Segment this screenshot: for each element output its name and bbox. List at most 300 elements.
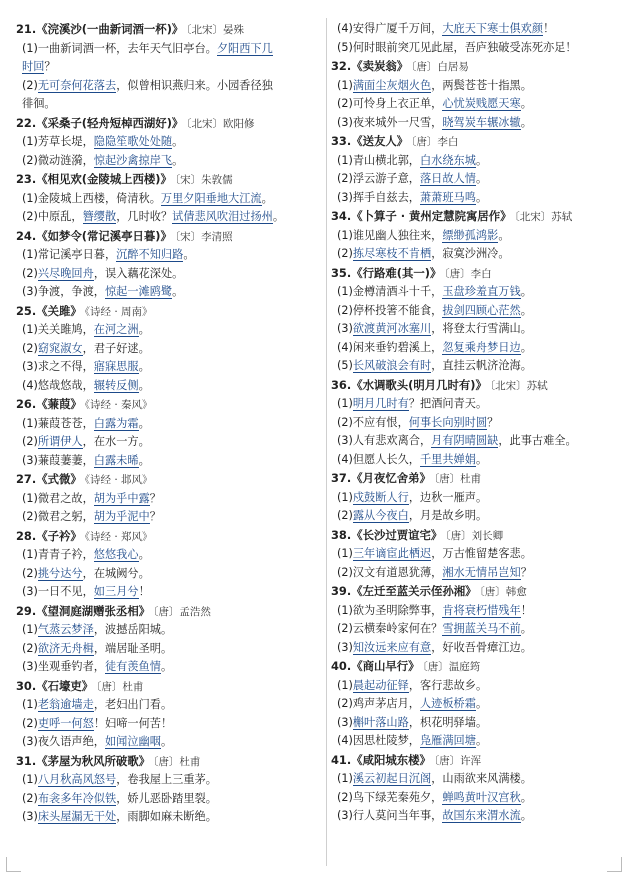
answer-text: 何事长向别时圆 — [408, 415, 488, 429]
poem-entry — [16, 227, 324, 302]
poem-number: 39. — [331, 584, 352, 598]
verse-text: ！ — [138, 585, 150, 598]
poem-author: 〔北宋〕欧阳修 — [186, 117, 255, 130]
verse-line — [331, 677, 615, 696]
poem-author: 〔唐〕温庭筠 — [422, 661, 481, 673]
answer-text: 戍鼓断人行 — [352, 490, 409, 504]
verse-line — [16, 733, 324, 752]
verse-text: 。 — [138, 323, 150, 336]
answer-text: 布衾多年冷似铁 — [37, 791, 117, 805]
answer-text: 萧萧班马鸣 — [419, 190, 476, 204]
poem-title: 《水调歌头(明月几时有)》 — [351, 377, 487, 392]
verse-text: 。 — [172, 153, 184, 167]
answer-text: 槲叶落山路 — [352, 715, 409, 729]
verse-text: (2) — [22, 266, 38, 280]
verse-text: ，好收吾骨瘴江边。 — [431, 640, 532, 654]
verse-text: (1) — [337, 490, 353, 504]
poem-heading — [16, 470, 324, 490]
poem-number: 37. — [331, 471, 352, 485]
verse-line — [331, 564, 615, 583]
answer-text: 气蒸云梦泽 — [37, 623, 94, 636]
verse-text: 。 — [475, 734, 488, 747]
verse-text: ，将登太行雪满山。 — [431, 322, 532, 335]
verse-text: (3) — [337, 640, 353, 654]
answer-text: 长风破浪会有时 — [352, 359, 432, 372]
answer-text: 夕阳西下几 — [216, 41, 273, 55]
verse-text: 。 — [172, 135, 184, 148]
poem-entry — [16, 302, 324, 396]
answer-text: 试倩悲风吹泪过扬州 — [172, 210, 273, 223]
verse-text: 。 — [138, 548, 150, 561]
poem-entry — [331, 526, 615, 583]
poem-entry — [331, 207, 615, 264]
answer-text: 拔剑四顾心茫然 — [442, 303, 521, 317]
verse-line — [331, 114, 615, 133]
verse-text: (2)鸟下绿芜秦苑夕， — [337, 790, 443, 804]
verse-line — [16, 321, 324, 340]
verse-text: ，枳花明驿墙。 — [408, 715, 488, 729]
poem-number: 34. — [331, 209, 352, 223]
verse-line — [331, 283, 615, 302]
verse-text: (1) — [337, 678, 353, 692]
verse-text: (1) — [22, 698, 38, 711]
verse-line — [331, 320, 615, 339]
verse-text: (3)求之不得， — [22, 360, 94, 373]
verse-line — [16, 808, 324, 827]
answer-text: 忽复乘舟梦日边 — [442, 340, 521, 354]
corner-mark-right — [607, 857, 622, 872]
answer-text: 悠悠我心 — [93, 548, 139, 561]
verse-line — [331, 189, 615, 208]
verse-line — [331, 77, 615, 96]
answer-text: 徒有羡鱼情 — [104, 660, 161, 673]
verse-text: 徘徊。 — [22, 97, 56, 110]
verse-text: 。 — [520, 622, 532, 635]
verse-line — [16, 565, 324, 584]
verse-text: (2) — [22, 341, 38, 355]
verse-text: ？ — [520, 565, 532, 579]
verse-line — [331, 714, 615, 733]
poem-author: 《诗经 · 周南》 — [84, 305, 153, 318]
verse-text: (1)芳草长堤， — [22, 135, 94, 148]
poem-entry — [16, 602, 324, 677]
answer-text: 白露为霜 — [93, 416, 139, 430]
verse-text: (2) — [22, 78, 38, 92]
verse-line — [16, 283, 324, 302]
verse-text: ？ — [149, 491, 161, 505]
verse-text: ？ — [149, 510, 161, 523]
poem-heading — [16, 227, 324, 247]
answer-text: 湘水无情吊岂知 — [442, 565, 521, 579]
verse-text: (1) — [22, 623, 38, 636]
verse-line — [331, 39, 615, 58]
verse-line — [331, 152, 615, 171]
verse-line — [16, 246, 324, 265]
verse-text: 。 — [183, 248, 195, 261]
poem-number: 38. — [331, 527, 352, 542]
poem-author: 〔唐〕许浑 — [433, 754, 482, 767]
verse-text: 。 — [520, 115, 532, 129]
verse-line — [331, 357, 615, 376]
verse-text: (2)中原乱， — [22, 210, 83, 223]
verse-text: ，两鬓苍苍十指黑。 — [431, 78, 532, 92]
verse-text: (3)争渡，争渡， — [22, 285, 105, 298]
verse-line — [331, 414, 615, 433]
poem-title: 《卜算子 · 黄州定慧院寓居作》 — [351, 209, 512, 223]
verse-line — [16, 715, 324, 734]
verse-text: (2) — [22, 641, 38, 655]
poem-number: 30. — [16, 678, 37, 693]
verse-text: ！ — [543, 22, 555, 35]
poem-number: 31. — [16, 753, 37, 768]
verse-text: ，万古惟留楚客悲。 — [431, 547, 532, 560]
poem-author: 〔北宋〕苏轼 — [489, 379, 548, 392]
verse-text: ，似曾相识燕归来。小园香径独 — [116, 78, 273, 92]
verse-text: (3) — [337, 322, 353, 335]
poem-title: 《长沙过贾谊宅》 — [351, 527, 443, 542]
poem-entry — [16, 395, 324, 470]
verse-text: ！ — [520, 603, 532, 617]
verse-text: 。 — [272, 210, 285, 223]
verse-text: (3)蒹葭萋萋， — [22, 453, 94, 467]
answer-text: 晓驾炭车辗冰辙 — [442, 115, 521, 129]
poem-heading — [16, 302, 324, 322]
answer-text: 知汝远来应有意 — [352, 640, 432, 654]
answer-text: 时回 — [22, 60, 45, 73]
verse-text: (3)夜来城外一尺雪， — [337, 115, 443, 129]
poem-entry — [331, 57, 615, 132]
poem-author: 〔北宋〕苏轼 — [514, 211, 573, 223]
verse-text: (3)挥手自兹去， — [337, 190, 420, 204]
poem-number: 21. — [16, 22, 37, 36]
verse-text: (1)青青子衿， — [22, 548, 94, 561]
poem-heading — [331, 751, 615, 771]
answer-text: 凫雁满回塘 — [419, 734, 476, 747]
verse-text: 。 — [520, 303, 532, 317]
poem-author: 《诗经 · 郑风》 — [84, 530, 153, 543]
verse-line — [331, 339, 615, 358]
column-divider — [326, 18, 327, 866]
answer-text: 满面尘灰烟火色 — [352, 78, 432, 92]
verse-text: 。 — [498, 228, 510, 242]
verse-text: (2)汉文有道恩犹薄， — [337, 565, 443, 579]
poem-number: 27. — [16, 472, 37, 486]
poem-title: 《蒹葭》 — [36, 397, 82, 411]
verse-text: (1) — [337, 78, 353, 92]
verse-text: (5)何时眼前突兀见此屋，吾庐独破受冻死亦足！ — [337, 40, 577, 54]
verse-text: (4)闲来垂钓碧溪上， — [337, 340, 443, 354]
poem-entry — [331, 132, 615, 207]
poem-heading — [331, 264, 615, 284]
verse-line — [16, 658, 324, 677]
verse-text: ，月是故乡明。 — [408, 509, 488, 522]
answer-text: 落日故人情 — [419, 172, 476, 185]
right-column — [331, 20, 615, 826]
answer-text: 露从今夜白 — [352, 509, 409, 522]
answer-text: 沉醉不知归路 — [116, 248, 184, 261]
verse-line — [16, 133, 324, 152]
verse-text: (3) — [337, 715, 353, 729]
poem-entry — [16, 114, 324, 171]
verse-line — [16, 696, 324, 715]
verse-text: ，直挂云帆济沧海。 — [431, 359, 532, 372]
corner-mark-left — [6, 857, 21, 872]
answer-text: 肯将衰朽惜残年 — [442, 603, 521, 617]
poem-number: 40. — [331, 659, 352, 673]
verse-line — [16, 358, 324, 377]
verse-text: ？把酒问青天。 — [408, 397, 488, 410]
poem-title: 《卖炭翁》 — [351, 59, 409, 73]
poem-title: 《商山早行》 — [351, 659, 420, 673]
poem-number: 35. — [331, 265, 352, 280]
verse-line — [16, 377, 324, 396]
verse-line — [331, 395, 615, 414]
verse-text: (1)关关雎鸠， — [22, 323, 94, 336]
verse-text: ，端居耻圣明。 — [93, 641, 173, 655]
verse-text: 。 — [138, 453, 150, 467]
verse-line — [331, 227, 615, 246]
verse-text: (2)云横秦岭家何在？ — [337, 622, 443, 635]
poem-title: 《如梦令(常记溪亭日暮)》 — [36, 228, 172, 243]
verse-text: (2) — [22, 435, 38, 448]
answer-text: 三年谪宦此栖迟 — [352, 547, 432, 560]
poem-author: 〔宋〕李清照 — [174, 230, 233, 243]
poem-number: 26. — [16, 397, 37, 411]
poem-title: 《浣溪沙(一曲新词酒一杯)》 — [36, 22, 184, 36]
verse-text: 。 — [520, 790, 532, 804]
poem-number: 23. — [16, 172, 37, 186]
verse-text: (4)悠哉悠哉， — [22, 378, 94, 392]
poem-entry — [331, 264, 615, 376]
verse-line — [16, 790, 324, 809]
poem-title: 《望洞庭湖赠张丞相》 — [36, 603, 151, 618]
answer-text: 老翁逾墙走 — [37, 698, 94, 711]
verse-text: 。 — [160, 735, 173, 748]
poem-heading — [331, 657, 615, 677]
verse-text: ，几时收？ — [116, 210, 173, 223]
verse-text: (2)鸡声茅店月， — [337, 697, 420, 710]
poem-number: 25. — [16, 303, 37, 318]
verse-text: ，山雨欲来风满楼。 — [431, 772, 532, 785]
answer-text: 白露未晞 — [93, 453, 139, 467]
verse-line — [16, 415, 324, 434]
poem-title: 《采桑子(轻舟短棹西湖好)》 — [36, 115, 184, 130]
poem-number: 22. — [16, 115, 37, 130]
poem-author: 〔唐〕孟浩然 — [153, 605, 211, 618]
verse-text: (2)微动涟漪， — [22, 153, 94, 167]
verse-text: (1) — [22, 773, 38, 786]
poem-author: 〔唐〕李白 — [444, 267, 492, 280]
verse-line — [331, 245, 615, 264]
verse-text: (3)人有悲欢离合， — [337, 434, 432, 447]
verse-text: (3) — [22, 810, 38, 823]
verse-text: ，客行悲故乡。 — [408, 678, 488, 692]
poem-author: 〔北宋〕晏殊 — [186, 24, 245, 36]
verse-text: 。 — [475, 153, 488, 167]
verse-text: (3)坐观垂钓者， — [22, 660, 105, 673]
verse-line — [16, 490, 324, 509]
answer-text: 辗转反侧 — [93, 378, 139, 392]
poem-title: 《石壕吏》 — [36, 678, 94, 693]
verse-text: ，在城阙兮。 — [82, 566, 150, 580]
answer-text: 床头屋漏无干处 — [37, 810, 117, 823]
verse-line — [331, 432, 615, 451]
poem-entry — [16, 20, 324, 114]
poem-author: 〔唐〕韩愈 — [479, 586, 527, 598]
verse-text: (1)欲为圣明除弊事， — [337, 603, 443, 617]
verse-text: (2)停杯投箸不能食， — [337, 303, 443, 317]
answer-text: 寤寐思服 — [93, 360, 139, 373]
poem-entry — [16, 527, 324, 602]
poem-title: 《月夜忆舍弟》 — [351, 471, 431, 485]
answer-text: 故国东来渭水流 — [442, 809, 521, 822]
verse-text: 。 — [475, 452, 488, 466]
verse-line — [16, 452, 324, 471]
verse-text: (1) — [337, 772, 353, 785]
answer-text: 隐隐笙歌处处随 — [93, 135, 173, 148]
poem-number: 33. — [331, 134, 352, 148]
verse-text: 。 — [261, 191, 273, 205]
verse-text: (3)一日不见， — [22, 585, 94, 598]
verse-text: 。 — [138, 416, 150, 430]
verse-line — [331, 770, 615, 789]
verse-line — [331, 451, 615, 470]
answer-text: 白水绕东城 — [419, 153, 476, 167]
verse-line — [16, 152, 324, 171]
verse-text: 。 — [172, 285, 184, 298]
poem-heading — [16, 114, 324, 134]
answer-text: 溪云初起日沉阁 — [352, 772, 432, 785]
poem-title: 《咸阳城东楼》 — [351, 752, 431, 767]
verse-line — [16, 190, 324, 209]
verse-text: (2) — [22, 791, 38, 805]
answer-text: 缥缈孤鸿影 — [442, 228, 499, 242]
verse-line — [16, 771, 324, 790]
poem-title: 《茅屋为秋风所破歌》 — [36, 753, 151, 768]
verse-text: ！妇啼一何苦！ — [93, 716, 173, 730]
verse-text: (2) — [337, 509, 353, 522]
verse-text: ？ — [487, 415, 499, 429]
verse-text: 。 — [138, 360, 150, 373]
answer-text: 吏呼一何怒 — [37, 716, 94, 730]
verse-line — [16, 621, 324, 640]
answer-text: 晨起动征铎 — [352, 678, 409, 692]
poem-entry — [331, 376, 615, 470]
verse-text: 。 — [475, 190, 488, 204]
verse-line — [331, 20, 615, 39]
verse-line — [16, 340, 324, 359]
verse-text: (2)可怜身上衣正单， — [337, 97, 443, 110]
verse-text: (1)常记溪亭日暮， — [22, 248, 117, 261]
verse-text: ，娇儿恶卧踏里裂。 — [116, 791, 217, 805]
verse-line — [16, 546, 324, 565]
verse-text: (1)一曲新词酒一杯，去年天气旧亭台。 — [22, 41, 217, 55]
answer-text: 挑兮达兮 — [37, 566, 83, 580]
answer-text: 窈窕淑女 — [37, 341, 83, 355]
poem-heading — [16, 527, 324, 547]
verse-line — [331, 620, 615, 639]
answer-text: 如闻泣幽咽 — [104, 735, 161, 748]
verse-line — [331, 789, 615, 808]
verse-line — [16, 583, 324, 602]
poem-heading — [16, 20, 324, 40]
verse-text: (4)安得广厦千万间， — [337, 22, 443, 35]
poem-heading — [331, 132, 615, 152]
answer-text: 蝉鸣黄叶汉宫秋 — [442, 790, 521, 804]
poem-number: 28. — [16, 528, 37, 543]
answer-text: 惊起沙禽掠岸飞 — [93, 153, 173, 167]
answer-text: 千里共婵娟 — [419, 452, 476, 466]
verse-text: (1)金陵城上西楼，倚清秋。 — [22, 191, 161, 205]
poem-author: 〔唐〕李白 — [411, 136, 459, 148]
verse-text: ，此事古难全。 — [498, 434, 577, 447]
verse-line — [331, 170, 615, 189]
verse-text: ，雨脚如麻未断绝。 — [116, 810, 217, 823]
verse-text: ？ — [44, 60, 56, 73]
poem-number: 29. — [16, 603, 37, 618]
poem-title: 《行路难(其一)》 — [351, 265, 442, 280]
verse-text: ，君子好逑。 — [82, 341, 150, 355]
poem-number: 32. — [331, 59, 352, 73]
verse-line — [331, 732, 615, 751]
verse-text: (2)微君之躬， — [22, 510, 94, 523]
verse-line — [16, 265, 324, 284]
verse-text: (2) — [22, 566, 38, 580]
verse-line — [16, 77, 324, 96]
poem-entry — [16, 170, 324, 227]
answer-text: 心忧炭贱愿天寒 — [442, 97, 521, 110]
answer-text: 雪拥蓝关马不前 — [442, 622, 521, 635]
verse-text: 。 — [475, 172, 488, 185]
answer-text: 惊起一滩鸥鹭 — [104, 285, 173, 298]
verse-text: (4)但愿人长久， — [337, 452, 420, 466]
poem-author: 〔唐〕杜甫 — [433, 473, 482, 485]
verse-text: (1)谁见幽人独往来， — [337, 228, 443, 242]
poem-number: 41. — [331, 752, 352, 767]
verse-text: 。 — [520, 285, 532, 298]
poem-author: 《诗经 · 秦风》 — [84, 399, 153, 411]
answer-text: 大庇天下寒士俱欢颜 — [442, 22, 544, 35]
left-column — [16, 20, 324, 827]
poem-number: 36. — [331, 377, 352, 392]
answer-text: 万里夕阳垂地大江流 — [160, 191, 262, 205]
verse-text: (3)夜久语声绝， — [22, 735, 105, 748]
poem-title: 《子衿》 — [36, 528, 82, 543]
verse-line — [331, 807, 615, 826]
poem-heading — [331, 526, 615, 546]
poem-title: 《式微》 — [36, 472, 82, 486]
verse-text: 。 — [520, 97, 532, 110]
verse-text: (1) — [337, 397, 353, 410]
verse-line — [331, 95, 615, 114]
verse-line — [331, 602, 615, 621]
answer-text: 如三月兮 — [93, 585, 139, 598]
poem-heading — [16, 602, 324, 622]
poem-title: 《关雎》 — [36, 303, 82, 318]
poem-entry — [331, 751, 615, 826]
verse-text: ，波撼岳阳城。 — [93, 623, 173, 636]
answer-text: 无可奈何花落去 — [37, 78, 117, 92]
verse-line — [16, 640, 324, 659]
verse-text: (2) — [22, 716, 38, 730]
answer-text: 人迹板桥霜 — [419, 697, 476, 710]
answer-text: 八月秋高风怒号 — [37, 773, 117, 786]
poem-heading — [16, 395, 324, 415]
poem-author: 〔唐〕杜甫 — [96, 680, 144, 693]
verse-line — [331, 695, 615, 714]
poem-heading — [16, 170, 324, 190]
verse-text: ，误入藕花深处。 — [93, 266, 184, 280]
